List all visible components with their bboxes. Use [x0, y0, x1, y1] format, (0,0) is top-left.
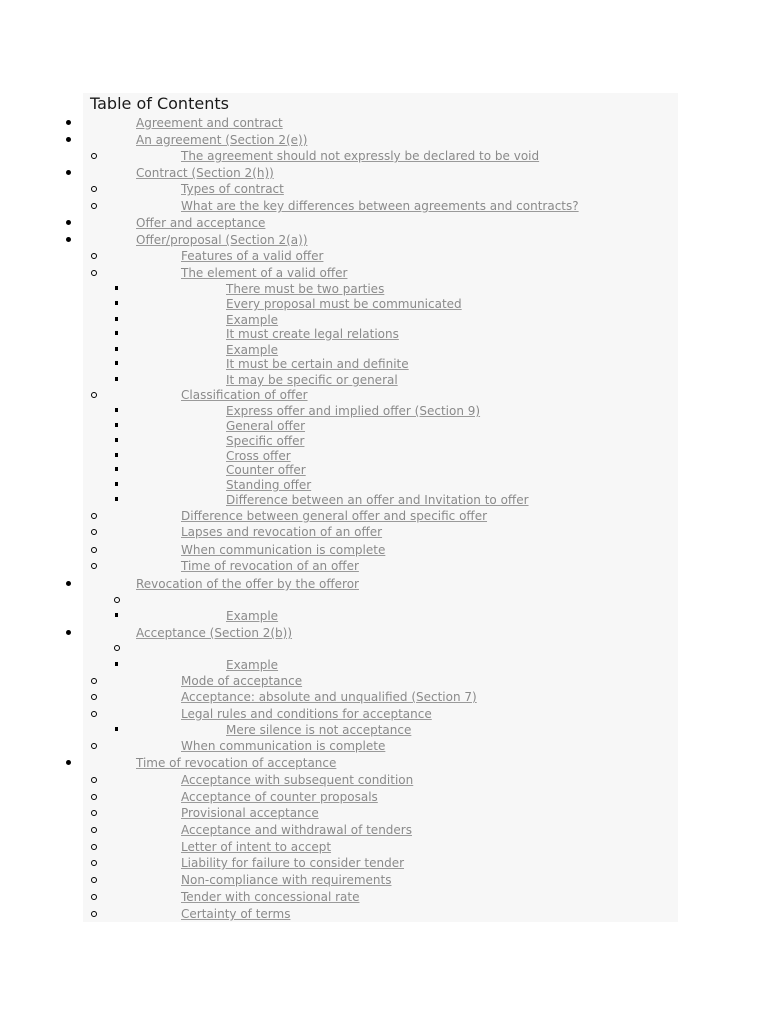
toc-entry-level-3: [0, 722, 768, 738]
circle-bullet-icon: [91, 392, 97, 398]
toc-entry-level-1: [0, 165, 768, 181]
toc-entry-level-2: [0, 889, 768, 905]
toc-link[interactable]: Features of a valid offer: [181, 249, 324, 263]
toc-entry-level-3: [0, 608, 768, 624]
toc-entry-level-3: [0, 418, 768, 434]
toc-entry-level-3: [0, 296, 768, 312]
toc-entry-level-1: [0, 232, 768, 248]
toc-link[interactable]: Legal rules and conditions for acceptance: [181, 707, 432, 721]
toc-link[interactable]: Lapses and revocation of an offer: [181, 525, 383, 539]
circle-bullet-icon: [91, 860, 97, 866]
toc-link[interactable]: It may be specific or general: [226, 373, 398, 387]
circle-bullet-icon: [91, 529, 97, 535]
toc-link[interactable]: Difference between an offer and Invitation to offer: [226, 493, 529, 507]
disc-bullet-icon: [66, 137, 71, 142]
toc-link[interactable]: Standing offer: [226, 478, 312, 492]
toc-entry-level-2: [0, 387, 768, 403]
toc-link[interactable]: When communication is complete: [181, 739, 386, 753]
toc-link[interactable]: Mode of acceptance: [181, 674, 303, 688]
toc-link[interactable]: Mere silence is not acceptance: [226, 723, 412, 737]
toc-link[interactable]: An agreement (Section 2(e)): [136, 133, 308, 147]
disc-bullet-icon: [66, 170, 71, 175]
square-bullet-icon: [115, 286, 118, 290]
toc-link[interactable]: Time of revocation of acceptance: [136, 756, 337, 770]
toc-link[interactable]: Types of contract: [181, 182, 284, 196]
toc-link[interactable]: There must be two parties: [226, 282, 385, 296]
circle-bullet-icon: [91, 911, 97, 917]
toc-entry-level-2: [0, 181, 768, 197]
toc-link[interactable]: Non-compliance with requirements: [181, 873, 392, 887]
toc-entry-level-2: [0, 789, 768, 805]
circle-bullet-icon: [91, 513, 97, 519]
square-bullet-icon: [115, 361, 118, 365]
circle-bullet-icon: [114, 597, 120, 603]
square-bullet-icon: [115, 438, 118, 442]
circle-bullet-icon: [91, 777, 97, 783]
toc-entry-level-2: [0, 198, 768, 214]
toc-entry-level-2: [0, 641, 768, 657]
toc-link[interactable]: Acceptance and withdrawal of tenders: [181, 823, 412, 837]
circle-bullet-icon: [91, 827, 97, 833]
toc-link[interactable]: Acceptance with subsequent condition: [181, 773, 414, 787]
toc-link[interactable]: Letter of intent to accept: [181, 840, 332, 854]
toc-link[interactable]: Example: [226, 658, 279, 672]
toc-link[interactable]: Counter offer: [226, 463, 306, 477]
toc-entry-level-3: [0, 281, 768, 297]
toc-entry-level-3: [0, 433, 768, 449]
toc-entry-level-2: [0, 706, 768, 722]
circle-bullet-icon: [91, 153, 97, 159]
toc-entry-level-3: [0, 372, 768, 388]
toc-link[interactable]: Example: [226, 313, 279, 327]
square-bullet-icon: [115, 317, 118, 321]
toc-entry-level-2: [0, 855, 768, 871]
square-bullet-icon: [115, 423, 118, 427]
toc-entry-level-3: [0, 326, 768, 342]
disc-bullet-icon: [66, 760, 71, 765]
circle-bullet-icon: [91, 203, 97, 209]
toc-entry-level-1: [0, 115, 768, 131]
toc-link[interactable]: Liability for failure to consider tender: [181, 856, 405, 870]
square-bullet-icon: [115, 662, 118, 666]
toc-link[interactable]: It must create legal relations: [226, 327, 399, 341]
disc-bullet-icon: [66, 581, 71, 586]
square-bullet-icon: [115, 453, 118, 457]
toc-link[interactable]: Offer and acceptance: [136, 216, 266, 230]
circle-bullet-icon: [91, 678, 97, 684]
circle-bullet-icon: [91, 186, 97, 192]
toc-entry-level-3: [0, 657, 768, 673]
square-bullet-icon: [115, 347, 118, 351]
toc-link[interactable]: Contract (Section 2(h)): [136, 166, 274, 180]
square-bullet-icon: [115, 497, 118, 501]
toc-entry-level-2: [0, 906, 768, 922]
toc-entry-level-2: [0, 248, 768, 264]
square-bullet-icon: [115, 331, 118, 335]
square-bullet-icon: [115, 408, 118, 412]
toc-title: Table of Contents: [90, 94, 229, 113]
toc-link[interactable]: When communication is complete: [181, 543, 386, 557]
square-bullet-icon: [115, 467, 118, 471]
circle-bullet-icon: [91, 563, 97, 569]
toc-entry-level-3: [0, 462, 768, 478]
circle-bullet-icon: [91, 253, 97, 259]
toc-link[interactable]: The agreement should not expressly be declared to be void: [181, 149, 540, 163]
disc-bullet-icon: [66, 237, 71, 242]
toc-entry-level-3: [0, 403, 768, 419]
toc-entry-level-2: [0, 558, 768, 574]
toc-entry-level-1: [0, 215, 768, 231]
toc-entry-level-3: [0, 477, 768, 493]
disc-bullet-icon: [66, 120, 71, 125]
toc-link[interactable]: Acceptance: absolute and unqualified (Section 7): [181, 690, 477, 704]
circle-bullet-icon: [91, 794, 97, 800]
toc-entry-level-2: [0, 508, 768, 524]
toc-entry-level-2: [0, 542, 768, 558]
toc-link[interactable]: Time of revocation of an offer: [181, 559, 359, 573]
disc-bullet-icon: [66, 220, 71, 225]
toc-link[interactable]: Offer/proposal (Section 2(a)): [136, 233, 308, 247]
toc-link[interactable]: It must be certain and definite: [226, 357, 409, 371]
square-bullet-icon: [115, 482, 118, 486]
circle-bullet-icon: [91, 810, 97, 816]
toc-entry-level-2: [0, 148, 768, 164]
toc-link[interactable]: Express offer and implied offer (Section 9): [226, 404, 481, 418]
circle-bullet-icon: [114, 645, 120, 651]
circle-bullet-icon: [91, 694, 97, 700]
toc-entry-level-2: [0, 738, 768, 754]
toc-entry-level-3: [0, 356, 768, 372]
toc-link[interactable]: Revocation of the offer by the offeror: [136, 577, 359, 591]
toc-entry-level-2: [0, 839, 768, 855]
toc-link[interactable]: Cross offer: [226, 449, 291, 463]
circle-bullet-icon: [91, 711, 97, 717]
toc-link[interactable]: General offer: [226, 419, 306, 433]
toc-entry-level-2: [0, 673, 768, 689]
toc-link[interactable]: Specific offer: [226, 434, 305, 448]
toc-entry-level-1: [0, 625, 768, 641]
toc-link[interactable]: Acceptance of counter proposals: [181, 790, 378, 804]
toc-entry-level-2: [0, 524, 768, 540]
circle-bullet-icon: [91, 877, 97, 883]
toc-link[interactable]: Difference between general offer and specific offer: [181, 509, 488, 523]
toc-entry-level-2: [0, 593, 768, 609]
toc-link[interactable]: Example: [226, 343, 279, 357]
square-bullet-icon: [115, 613, 118, 617]
toc-link[interactable]: Provisional acceptance: [181, 806, 319, 820]
square-bullet-icon: [115, 377, 118, 381]
toc-link[interactable]: What are the key differences between agreements and contracts?: [181, 199, 579, 213]
square-bullet-icon: [115, 301, 118, 305]
toc-link[interactable]: Certainty of terms: [181, 907, 291, 921]
circle-bullet-icon: [91, 743, 97, 749]
toc-entry-level-2: [0, 265, 768, 281]
toc-entry-level-1: [0, 755, 768, 771]
toc-link[interactable]: Agreement and contract: [136, 116, 283, 130]
circle-bullet-icon: [91, 547, 97, 553]
toc-link[interactable]: Acceptance (Section 2(b)): [136, 626, 293, 640]
circle-bullet-icon: [91, 270, 97, 276]
disc-bullet-icon: [66, 630, 71, 635]
toc-entry-level-2: [0, 805, 768, 821]
toc-link[interactable]: Tender with concessional rate: [181, 890, 360, 904]
toc-link[interactable]: Classification of offer: [181, 388, 308, 402]
toc-entry-level-2: [0, 772, 768, 788]
toc-entry-level-2: [0, 689, 768, 705]
square-bullet-icon: [115, 727, 118, 731]
toc-entry-level-3: [0, 492, 768, 508]
toc-link[interactable]: The element of a valid offer: [181, 266, 348, 280]
toc-entry-level-2: [0, 822, 768, 838]
toc-entry-level-1: [0, 576, 768, 592]
toc-link[interactable]: Example: [226, 609, 279, 623]
circle-bullet-icon: [91, 844, 97, 850]
circle-bullet-icon: [91, 894, 97, 900]
toc-entry-level-1: [0, 132, 768, 148]
toc-link[interactable]: Every proposal must be communicated: [226, 297, 462, 311]
toc-entry-level-2: [0, 872, 768, 888]
